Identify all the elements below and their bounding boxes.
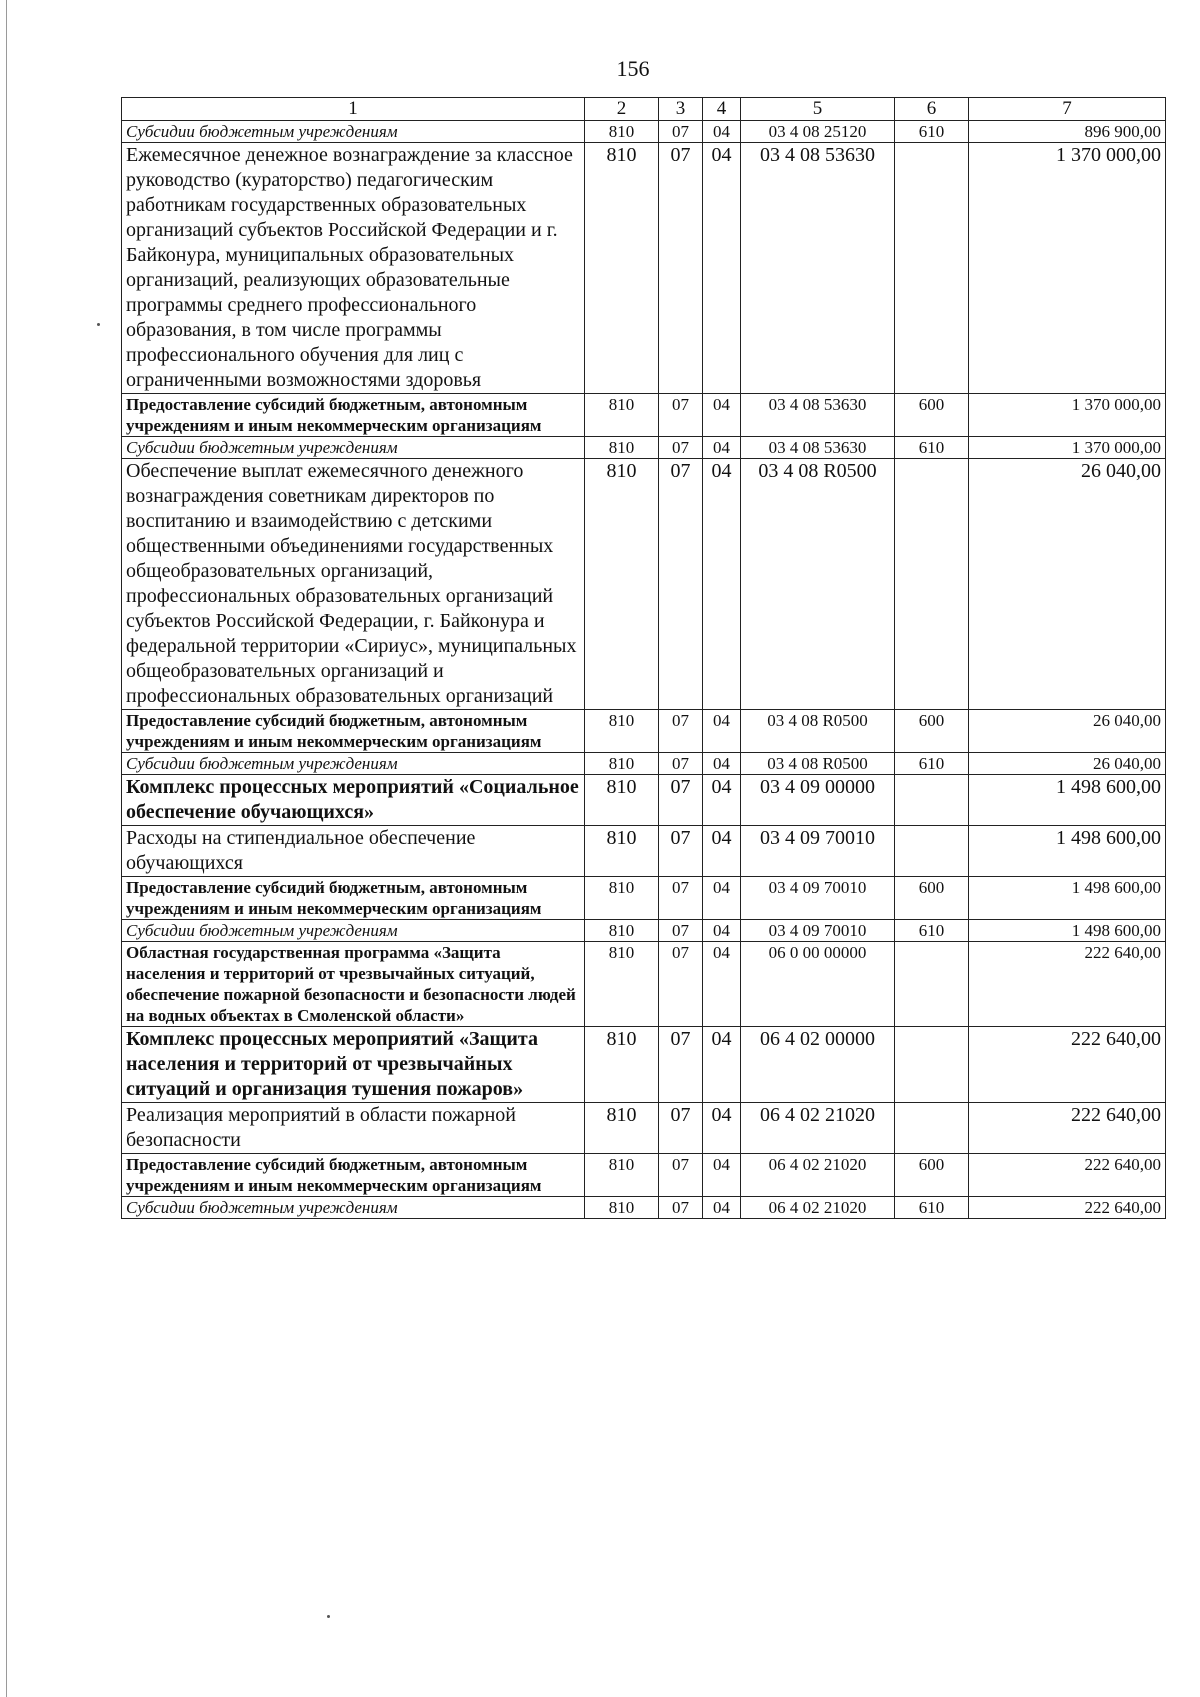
table-row <box>122 394 1166 437</box>
row-col3: 07 <box>659 710 703 753</box>
table-row <box>122 710 1166 753</box>
row-col2: 810 <box>585 1197 659 1219</box>
row-amount: 222 640,00 <box>969 1103 1166 1154</box>
row-name: Реализация мероприятий в области пожарной безопасности <box>122 1103 585 1154</box>
table-row <box>122 437 1166 459</box>
row-col6: 610 <box>895 1197 969 1219</box>
column-header: 6 <box>895 98 969 121</box>
row-amount: 1 370 000,00 <box>969 394 1166 437</box>
row-col2: 810 <box>585 920 659 942</box>
row-col4: 04 <box>703 1197 741 1219</box>
page-number: 156 <box>616 56 650 81</box>
scan-edge-line <box>6 0 7 1697</box>
table-row <box>122 459 1166 710</box>
row-amount: 26 040,00 <box>969 753 1166 775</box>
row-col3: 07 <box>659 753 703 775</box>
row-col2: 810 <box>585 459 659 710</box>
row-col5: 06 4 02 21020 <box>741 1154 895 1197</box>
row-col4: 04 <box>703 877 741 920</box>
row-col4: 04 <box>703 394 741 437</box>
row-col5: 03 4 08 53630 <box>741 143 895 394</box>
row-name: Расходы на стипендиальное обеспечение обучающихся <box>122 826 585 877</box>
row-amount: 222 640,00 <box>969 1027 1166 1103</box>
row-col6: 600 <box>895 394 969 437</box>
table-row <box>122 920 1166 942</box>
row-col4: 04 <box>703 920 741 942</box>
row-col3: 07 <box>659 1103 703 1154</box>
table-header-row <box>122 98 1166 121</box>
row-col4: 04 <box>703 1103 741 1154</box>
row-col3: 07 <box>659 826 703 877</box>
table-row <box>122 826 1166 877</box>
row-name: Обеспечение выплат ежемесячного денежного вознаграждения советникам директоров по воспитанию и взаимодействию с детскими общественными объединениями государственных общеобразовательных организаций, профессиональных образовательных организаций субъектов Российской Федерации, г. Байконура и федеральной территории «Сириус», муниципальных общеобразовательных организаций и профессиональных образовательных организаций <box>122 459 585 710</box>
row-amount: 222 640,00 <box>969 1154 1166 1197</box>
row-col2: 810 <box>585 143 659 394</box>
row-col3: 07 <box>659 459 703 710</box>
row-col3: 07 <box>659 143 703 394</box>
row-col6 <box>895 942 969 1027</box>
row-col2: 810 <box>585 942 659 1027</box>
column-header: 3 <box>659 98 703 121</box>
row-name: Предоставление субсидий бюджетным, автономным учреждениям и иным некоммерческим организациям <box>122 394 585 437</box>
row-col6 <box>895 775 969 826</box>
table-row <box>122 775 1166 826</box>
row-col3: 07 <box>659 121 703 143</box>
row-col2: 810 <box>585 121 659 143</box>
row-col6 <box>895 459 969 710</box>
row-col6: 610 <box>895 121 969 143</box>
row-col3: 07 <box>659 775 703 826</box>
row-name: Субсидии бюджетным учреждениям <box>122 920 585 942</box>
row-amount: 26 040,00 <box>969 710 1166 753</box>
row-col5: 03 4 08 53630 <box>741 394 895 437</box>
row-amount: 896 900,00 <box>969 121 1166 143</box>
row-col2: 810 <box>585 1027 659 1103</box>
row-col5: 03 4 08 R0500 <box>741 710 895 753</box>
row-col6: 600 <box>895 877 969 920</box>
row-col2: 810 <box>585 877 659 920</box>
row-col4: 04 <box>703 121 741 143</box>
row-col2: 810 <box>585 775 659 826</box>
row-col2: 810 <box>585 394 659 437</box>
row-col6: 610 <box>895 920 969 942</box>
row-amount: 1 370 000,00 <box>969 143 1166 394</box>
row-amount: 1 498 600,00 <box>969 775 1166 826</box>
row-col5: 06 4 02 21020 <box>741 1103 895 1154</box>
row-col6: 600 <box>895 710 969 753</box>
row-amount: 1 498 600,00 <box>969 826 1166 877</box>
row-col4: 04 <box>703 143 741 394</box>
scan-speck <box>327 1615 330 1618</box>
row-col3: 07 <box>659 942 703 1027</box>
row-col2: 810 <box>585 710 659 753</box>
row-col5: 03 4 08 R0500 <box>741 753 895 775</box>
row-col6 <box>895 143 969 394</box>
row-col4: 04 <box>703 775 741 826</box>
row-name: Ежемесячное денежное вознаграждение за классное руководство (кураторство) педагогическим работникам государственных образовательных организаций субъектов Российской Федерации и г. Байконура, муниципальных образовательных организаций, реализующих образовательные программы среднего профессионального образования, в том числе программы профессионального обучения для лиц с ограниченными возможностями здоровья <box>122 143 585 394</box>
row-col2: 810 <box>585 753 659 775</box>
row-col6: 610 <box>895 753 969 775</box>
column-header: 5 <box>741 98 895 121</box>
column-header: 7 <box>969 98 1166 121</box>
row-col4: 04 <box>703 710 741 753</box>
table-row <box>122 143 1166 394</box>
table-row <box>122 942 1166 1027</box>
row-col6 <box>895 1103 969 1154</box>
row-col5: 03 4 09 70010 <box>741 877 895 920</box>
table-row <box>122 121 1166 143</box>
row-col3: 07 <box>659 877 703 920</box>
table-row <box>122 1154 1166 1197</box>
row-col5: 03 4 08 R0500 <box>741 459 895 710</box>
row-col4: 04 <box>703 1027 741 1103</box>
row-amount: 1 498 600,00 <box>969 920 1166 942</box>
table-row <box>122 1197 1166 1219</box>
row-col5: 06 0 00 00000 <box>741 942 895 1027</box>
column-header: 1 <box>122 98 585 121</box>
table-row <box>122 753 1166 775</box>
row-col3: 07 <box>659 920 703 942</box>
row-col5: 06 4 02 21020 <box>741 1197 895 1219</box>
row-name: Предоставление субсидий бюджетным, автономным учреждениям и иным некоммерческим организациям <box>122 877 585 920</box>
budget-table <box>121 97 1166 1219</box>
row-col6: 610 <box>895 437 969 459</box>
row-amount: 1 498 600,00 <box>969 877 1166 920</box>
row-col3: 07 <box>659 1154 703 1197</box>
row-amount: 222 640,00 <box>969 1197 1166 1219</box>
row-col3: 07 <box>659 1027 703 1103</box>
row-amount: 222 640,00 <box>969 942 1166 1027</box>
row-name: Субсидии бюджетным учреждениям <box>122 437 585 459</box>
row-col5: 03 4 09 00000 <box>741 775 895 826</box>
row-name: Предоставление субсидий бюджетным, автономным учреждениям и иным некоммерческим организациям <box>122 710 585 753</box>
row-col6 <box>895 1027 969 1103</box>
row-col2: 810 <box>585 826 659 877</box>
row-col5: 03 4 09 70010 <box>741 920 895 942</box>
row-name: Субсидии бюджетным учреждениям <box>122 753 585 775</box>
row-col3: 07 <box>659 437 703 459</box>
row-col3: 07 <box>659 1197 703 1219</box>
row-amount: 26 040,00 <box>969 459 1166 710</box>
row-name: Комплекс процессных мероприятий «Защита населения и территорий от чрезвычайных ситуаций и организация тушения пожаров» <box>122 1027 585 1103</box>
column-header: 2 <box>585 98 659 121</box>
row-col4: 04 <box>703 1154 741 1197</box>
table-row <box>122 1103 1166 1154</box>
row-col6 <box>895 826 969 877</box>
row-name: Субсидии бюджетным учреждениям <box>122 121 585 143</box>
row-name: Областная государственная программа «Защита населения и территорий от чрезвычайных ситуаций, обеспечение пожарной безопасности и безопасности людей на водных объектах в Смоленской области» <box>122 942 585 1027</box>
row-col2: 810 <box>585 1154 659 1197</box>
row-col5: 03 4 09 70010 <box>741 826 895 877</box>
row-col4: 04 <box>703 459 741 710</box>
row-col4: 04 <box>703 826 741 877</box>
row-amount: 1 370 000,00 <box>969 437 1166 459</box>
row-name: Субсидии бюджетным учреждениям <box>122 1197 585 1219</box>
row-col4: 04 <box>703 942 741 1027</box>
row-name: Предоставление субсидий бюджетным, автономным учреждениям и иным некоммерческим организациям <box>122 1154 585 1197</box>
table-row <box>122 877 1166 920</box>
table-row <box>122 1027 1166 1103</box>
row-col4: 04 <box>703 753 741 775</box>
row-col5: 03 4 08 53630 <box>741 437 895 459</box>
scan-speck <box>97 323 100 326</box>
column-header: 4 <box>703 98 741 121</box>
row-col3: 07 <box>659 394 703 437</box>
row-col4: 04 <box>703 437 741 459</box>
row-col2: 810 <box>585 1103 659 1154</box>
row-col2: 810 <box>585 437 659 459</box>
row-col5: 06 4 02 00000 <box>741 1027 895 1103</box>
row-name: Комплекс процессных мероприятий «Социальное обеспечение обучающихся» <box>122 775 585 826</box>
row-col5: 03 4 08 25120 <box>741 121 895 143</box>
row-col6: 600 <box>895 1154 969 1197</box>
